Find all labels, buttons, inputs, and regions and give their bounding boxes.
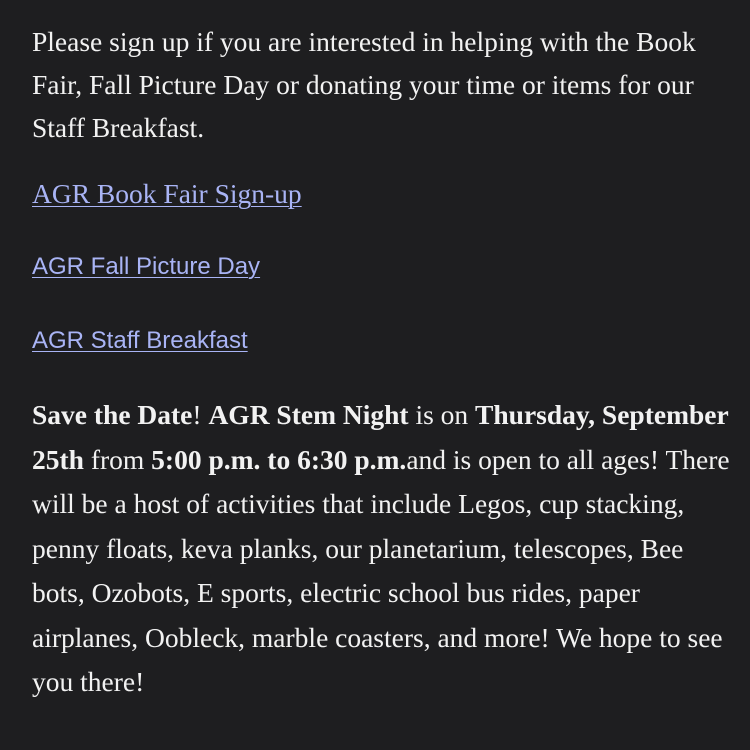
event-time: 5:00 p.m. to 6:30 p.m. — [151, 443, 407, 475]
intro-paragraph: Please sign up if you are interested in helping with the Book Fair, Fall Picture Day or donating your time or items for our Staff Breakfast. — [32, 26, 696, 143]
stem-night-event-name: AGR Stem Night — [208, 399, 409, 430]
from-text: from — [83, 443, 152, 475]
event-date: Thursday, September 25th — [32, 399, 729, 475]
save-the-date-exclaim: ! — [192, 399, 209, 430]
book-fair-signup-link[interactable]: AGR Book Fair Sign-up — [32, 178, 302, 209]
is-on-text: is on — [408, 399, 476, 430]
stem-night-paragraph — [32, 393, 732, 705]
stem-night-description: and is open to all ages! There will be a host of activities that include Legos, cup stacking, penny floats, keva planks, our planetarium, telescopes, Bee bots, Ozobots, E sports, electric school bus rides, paper airplanes, Oobleck, marble coasters, and more! We hope to see you there! — [32, 443, 730, 697]
save-the-date-heading: Save the Date — [32, 399, 193, 430]
fall-picture-day-link[interactable]: AGR Fall Picture Day — [32, 253, 261, 280]
staff-breakfast-link[interactable]: AGR Staff Breakfast — [32, 327, 248, 354]
